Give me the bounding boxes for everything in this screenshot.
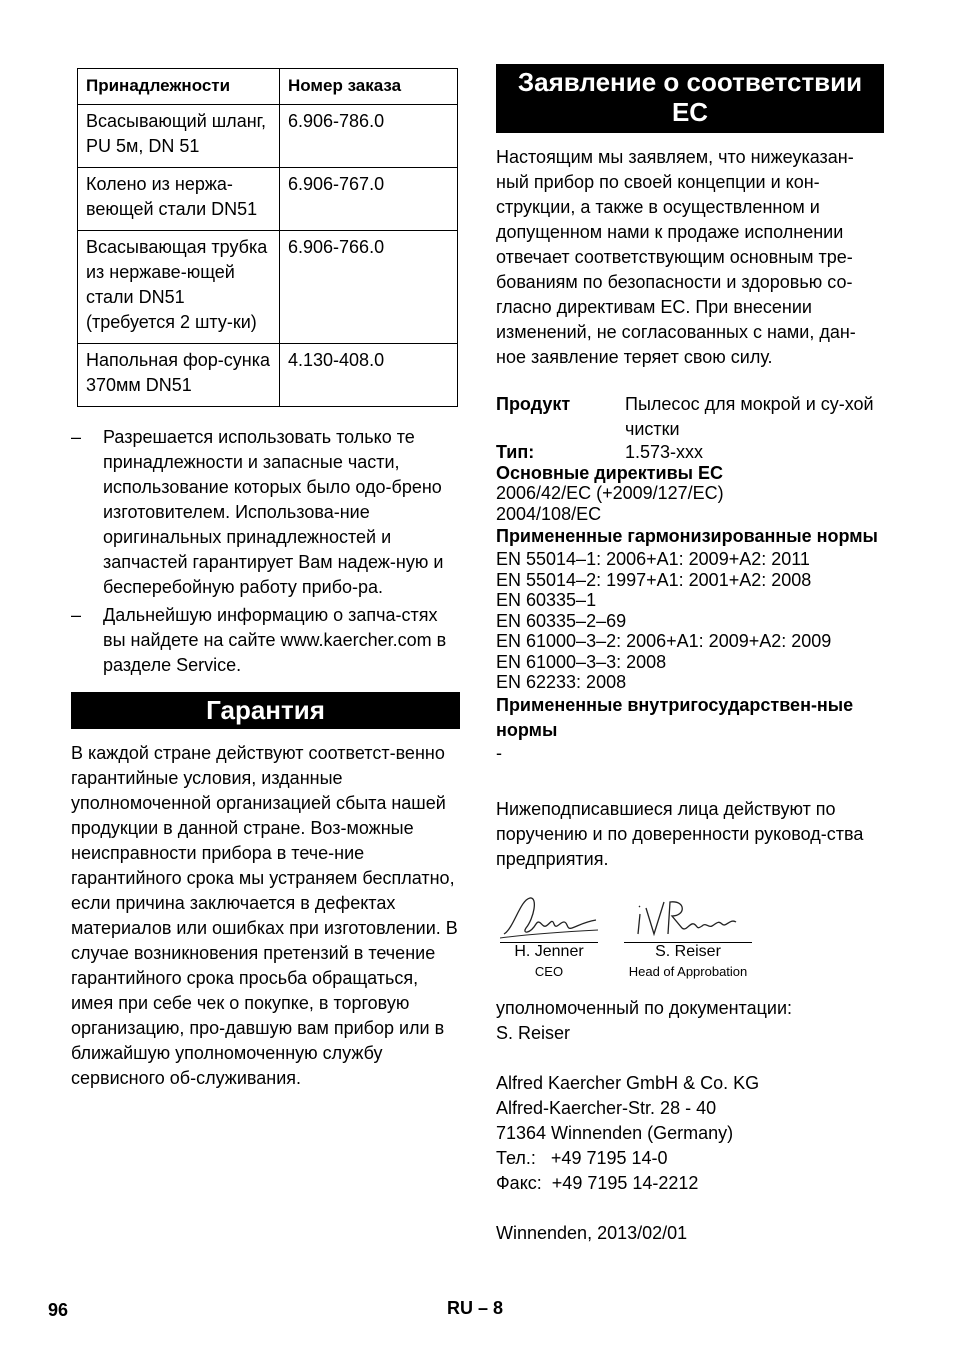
list-item bbox=[71, 425, 460, 600]
declaration-intro: Настоящим мы заявляем, что нижеуказан-ный прибор по своей концепции и кон-струкции, а также в осуществленном и допущенном нами к продаже исполнении отвечает соответствующим основным тре-бованиям по безопасности и здоровью со-гласно директивам ЕС. При внесении изменений, не согласованных с нами, дан-ное заявление теряет свою силу. bbox=[496, 147, 856, 367]
fax-line bbox=[496, 1171, 884, 1196]
directives-title: Основные директивы ЕС bbox=[496, 462, 724, 483]
note-text: Дальнейшую информацию о запча-стях вы найдете на сайте www.kaercher.com в разделе Service. bbox=[103, 605, 447, 675]
harmonized-item: EN 61000–3–3: 2008 bbox=[496, 651, 667, 672]
table-row bbox=[78, 344, 458, 407]
harmonized-item: EN 62233: 2008 bbox=[496, 672, 627, 692]
product-row bbox=[496, 392, 884, 442]
harmonized-item: EN 55014–2: 1997+A1: 2001+A2: 2008 bbox=[496, 569, 812, 590]
language-page: RU – 8 bbox=[447, 1298, 504, 1318]
bullet-dash: – bbox=[71, 427, 82, 447]
product-block bbox=[496, 392, 884, 763]
harmonized-item: EN 60335–1 bbox=[496, 590, 597, 610]
product-label: Продукт bbox=[496, 394, 571, 414]
company-city: 71364 Winnenden (Germany) bbox=[496, 1123, 734, 1143]
accessories-table bbox=[77, 68, 458, 407]
company-name: Alfred Kaercher GmbH & Co. KG bbox=[496, 1073, 760, 1093]
accessory-name: Всасывающий шланг, PU 5м, DN 51 bbox=[78, 105, 280, 168]
signature-name: S. Reiser bbox=[624, 942, 752, 961]
phone-number: +49 7195 14-0 bbox=[550, 1148, 668, 1168]
type-label: Тип: bbox=[496, 442, 535, 462]
harmonized-item: EN 60335–2–69 bbox=[496, 610, 627, 631]
accessory-name: Всасывающая трубка из нержаве-ющей стали DN51 (требуется 2 шту-ки) bbox=[78, 231, 280, 344]
warranty-heading: Гарантия bbox=[71, 692, 460, 729]
table-row bbox=[78, 168, 458, 231]
type-value: 1.573-xxx bbox=[625, 442, 704, 462]
notes-list bbox=[71, 425, 460, 678]
accessory-number: 4.130-408.0 bbox=[280, 344, 458, 407]
bullet-dash: – bbox=[71, 605, 82, 625]
harmonized-item: EN 55014–1: 2006+A1: 2009+A2: 2011 bbox=[496, 549, 810, 569]
right-column bbox=[496, 64, 884, 1246]
directive-item: 2004/108/EC bbox=[496, 503, 602, 524]
signatures-block bbox=[496, 894, 884, 979]
note-text: Разрешается использовать только те принадлежности и запасные части, использование которых было одо-брено изготовителем. Использова-ние оригинальных принадлежностей и запчастей гарантирует Вам надеж-ную и бесперебойную работу прибо-ра. bbox=[103, 427, 444, 597]
list-item bbox=[71, 603, 460, 678]
fax-label: Факс: bbox=[496, 1173, 542, 1193]
product-value: Пылесос для мокрой и су-хой чистки bbox=[625, 394, 874, 439]
accessory-name: Напольная фор-сунка 370мм DN51 bbox=[78, 344, 280, 407]
signature-reiser bbox=[624, 894, 752, 981]
accessory-number: 6.906-786.0 bbox=[280, 105, 458, 168]
harmonized-item: EN 61000–3–2: 2006+A1: 2009+A2: 2009 bbox=[496, 631, 832, 651]
phone-line bbox=[496, 1146, 884, 1171]
type-row bbox=[496, 442, 884, 463]
authorized-name: S. Reiser bbox=[496, 1023, 571, 1043]
company-street: Alfred-Kaercher-Str. 28 - 40 bbox=[496, 1098, 717, 1118]
place-date: Winnenden, 2013/02/01 bbox=[496, 1223, 688, 1243]
harmonized-title: Примененные гармонизированные нормы bbox=[496, 526, 878, 546]
warranty-text: В каждой стране действуют соответст-венно гарантийные условия, изданные уполномоченной организацией сбыта нашей продукции в данной стране. Воз-можные неисправности прибора в тече-ние гарантийного срока мы устраняем бесплатно, если причина заключается в дефектах материалов или ошибках при изготовлении. В случае возникновения претензий в течение гарантийного срока просьба обращаться, имея при себе чек о покупке, в торговую организацию, про-давшую вам прибор или в ближайшую уполномоченную службу сервисного об-служивания. bbox=[71, 743, 458, 1088]
accessory-number: 6.906-766.0 bbox=[280, 231, 458, 344]
handwritten-signature-jenner bbox=[500, 894, 600, 942]
declaration-heading: Заявление о соответствии ЕС bbox=[496, 64, 884, 133]
national-value: - bbox=[496, 742, 502, 763]
phone-label: Тел.: bbox=[496, 1148, 536, 1168]
signature-jenner bbox=[500, 894, 598, 981]
national-title: Примененные внутригосударствен-ные нормы bbox=[496, 694, 854, 740]
table-row bbox=[78, 105, 458, 168]
signature-role: Head of Approbation bbox=[628, 964, 748, 979]
authorized-label: уполномоченный по документации: bbox=[496, 998, 793, 1018]
accessory-number: 6.906-767.0 bbox=[280, 168, 458, 231]
handwritten-signature-reiser bbox=[624, 894, 752, 942]
fax-number: +49 7195 14-2212 bbox=[551, 1173, 699, 1193]
left-column bbox=[71, 68, 460, 1091]
accessory-name: Колено из нержа-веющей стали DN51 bbox=[78, 168, 280, 231]
signature-name: H. Jenner bbox=[500, 942, 598, 961]
table-row bbox=[78, 231, 458, 344]
table-header-accessories: Принадлежности bbox=[78, 69, 280, 105]
table-header-row bbox=[78, 69, 458, 105]
directive-item: 2006/42/EC (+2009/127/EC) bbox=[496, 483, 724, 503]
signature-role: CEO bbox=[534, 964, 564, 979]
table-header-order-number: Номер заказа bbox=[280, 69, 458, 105]
signatories-text: Нижеподписавшиеся лица действуют по поручению и по доверенности руковод-ства предприятия. bbox=[496, 799, 864, 869]
page-number: 96 bbox=[48, 1300, 69, 1320]
